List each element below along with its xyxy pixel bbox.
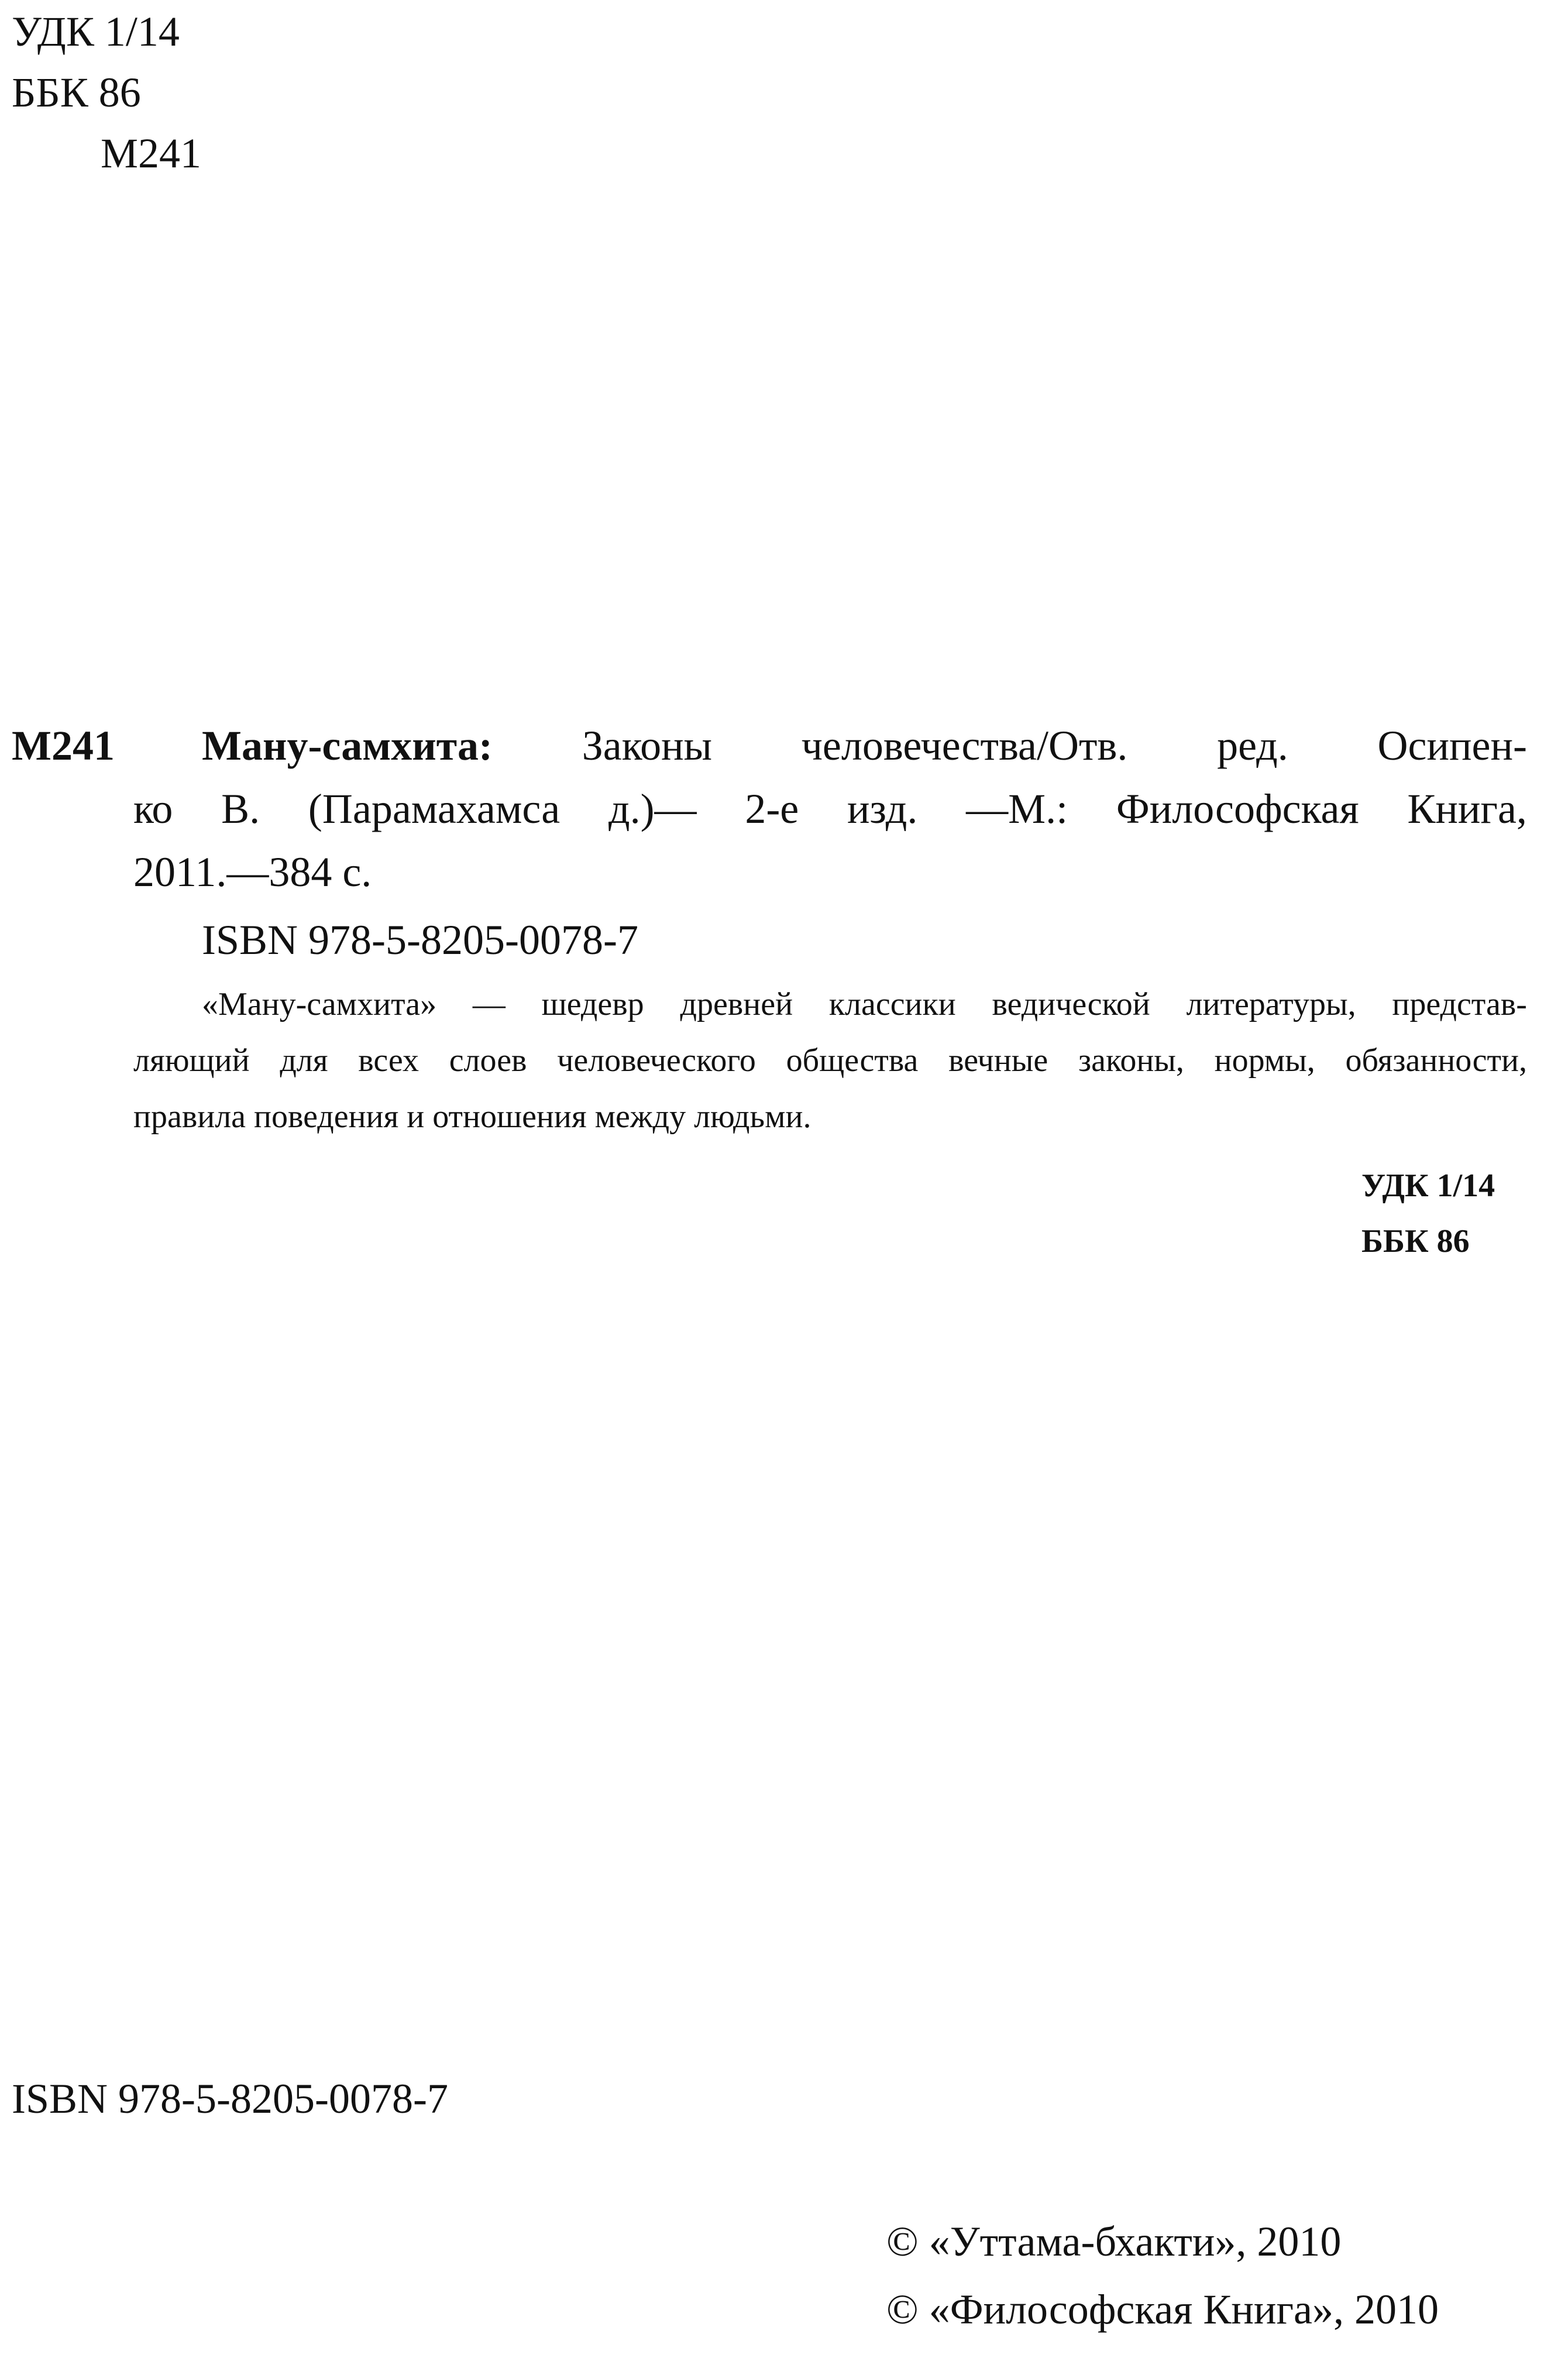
annotation-word: всех xyxy=(358,1042,419,1079)
annotation-word: «Ману-самхита» xyxy=(202,986,437,1022)
header-author-code: М241 xyxy=(101,130,202,177)
annotation-word: вечные xyxy=(948,1042,1048,1079)
record-line-1 xyxy=(202,719,1527,773)
annotation-word: ляющий xyxy=(133,1042,250,1079)
record-word: д.)— xyxy=(608,785,697,832)
record-word: Книга, xyxy=(1407,785,1527,832)
annotation-word: шедевр xyxy=(541,986,644,1022)
annotation-word: классики xyxy=(828,986,956,1022)
record-word: Законы xyxy=(582,722,712,769)
record-word: изд. xyxy=(847,785,918,832)
record-title: Ману-самхита: xyxy=(202,722,493,769)
annotation-word: общества xyxy=(786,1042,919,1079)
record-word: Осипен- xyxy=(1377,722,1527,769)
annotation-word: древней xyxy=(680,986,793,1022)
annotation-word: человеческого xyxy=(557,1042,756,1079)
record-word: —М.: xyxy=(966,785,1068,832)
record-line-3: 2011.—384 с. xyxy=(133,849,372,895)
copyright-line-1: © «Уттама-бхакти», 2010 xyxy=(886,2218,1342,2265)
record-word: Философская xyxy=(1116,785,1359,832)
record-isbn: ISBN 978-5-8205-0078-7 xyxy=(202,917,638,963)
record-word: ко xyxy=(133,785,173,832)
record-word: (Парамахамса xyxy=(308,785,561,832)
annotation-word: слоев xyxy=(449,1042,527,1079)
record-word: 2-е xyxy=(745,785,799,832)
annotation-word: литературы, xyxy=(1186,986,1356,1022)
annotation-word: обязанности, xyxy=(1345,1042,1527,1079)
annotation-udk: УДК 1/14 xyxy=(1361,1168,1495,1204)
annotation-line-2 xyxy=(133,1039,1527,1082)
footer-isbn: ISBN 978-5-8205-0078-7 xyxy=(12,2075,448,2122)
copyright-line-2: © «Философская Книга», 2010 xyxy=(886,2286,1439,2333)
annotation-word: для xyxy=(280,1042,328,1079)
annotation-line-1 xyxy=(202,983,1527,1025)
header-bbk: ББК 86 xyxy=(12,69,141,116)
annotation-word: законы, xyxy=(1078,1042,1184,1079)
record-word: В. xyxy=(221,785,260,832)
annotation-word: представ- xyxy=(1392,986,1527,1022)
record-word: человечества/Отв. xyxy=(801,722,1128,769)
header-udk: УДК 1/14 xyxy=(12,8,180,55)
record-line-2 xyxy=(133,782,1527,836)
record-author-code: М241 xyxy=(12,722,115,769)
annotation-line-3: правила поведения и отношения между людьми. xyxy=(133,1099,811,1135)
annotation-bbk: ББК 86 xyxy=(1361,1223,1470,1259)
annotation-word: ведической xyxy=(992,986,1150,1022)
record-word: ред. xyxy=(1217,722,1288,769)
annotation-word: нормы, xyxy=(1214,1042,1315,1079)
annotation-word: — xyxy=(472,986,506,1022)
